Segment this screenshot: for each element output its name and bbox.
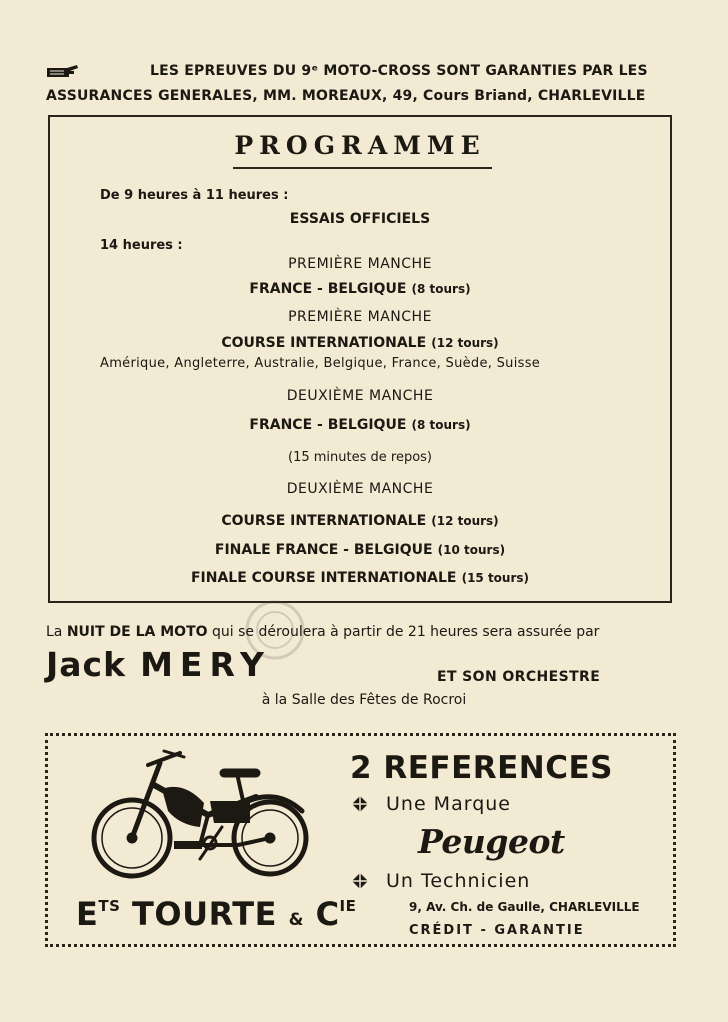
manche-1-tours: (8 tours): [411, 282, 471, 296]
insurance-line-2: ASSURANCES GENERALES, MM. MOREAUX, 49, Cours Briand, CHARLEVILLE: [46, 88, 646, 104]
finale-2-race-name: FINALE COURSE INTERNATIONALE: [190, 570, 457, 586]
finale-2: [48, 567, 672, 586]
repos: (15 minutes de repos): [288, 450, 432, 465]
manche-1-race: [48, 278, 672, 297]
finale-1-race-name: FINALE FRANCE - BELGIQUE: [214, 542, 433, 558]
diamond-bullet-icon: [352, 873, 368, 889]
band-first-name: Jack: [46, 645, 127, 684]
night-of-moto-text: [46, 624, 599, 640]
company-e: E: [76, 895, 99, 933]
manche-2-race: [48, 332, 672, 351]
manche-4-label: DEUXIÈME MANCHE: [286, 481, 434, 497]
orchestre-label: ET SON ORCHESTRE: [437, 669, 601, 685]
ad-headline: 2 REFERENCES: [350, 750, 614, 786]
company-ie: IE: [339, 897, 357, 915]
finale-1: [48, 539, 672, 558]
brand-logo: Peugeot: [418, 822, 565, 861]
manche-3-label: DEUXIÈME MANCHE: [286, 388, 434, 404]
countries-list: Amérique, Angleterre, Australie, Belgique, France, Suède, Suisse: [100, 356, 541, 371]
morning-time: De 9 heures à 11 heures :: [100, 188, 289, 203]
company-address: 9, Av. Ch. de Gaulle, CHARLEVILLE: [409, 900, 640, 914]
technicien-row: [352, 870, 530, 892]
night-suffix: qui se déroulera à partir de 21 heures sera assurée par: [207, 624, 600, 640]
manche-1-race-name: FRANCE - BELGIQUE: [249, 281, 407, 297]
night-title: NUIT DE LA MOTO: [66, 624, 208, 640]
company-c: C: [315, 895, 340, 933]
technicien-label: Un Technicien: [386, 870, 531, 892]
insurance-line-1: LES EPREUVES DU 9ᵉ MOTO-CROSS SONT GARANTIES PAR LES: [150, 63, 648, 79]
finale-2-tours: (15 tours): [461, 571, 530, 585]
night-prefix: La: [46, 624, 67, 640]
manche-4-race: [48, 510, 672, 529]
company-tourte: TOURTE: [132, 895, 277, 933]
afternoon-time: 14 heures :: [100, 238, 183, 253]
manche-3-race-name: FRANCE - BELGIQUE: [249, 417, 407, 433]
band-name: [46, 645, 271, 684]
manche-3-tours: (8 tours): [411, 418, 471, 432]
marque-row: [352, 793, 511, 815]
manche-2-tours: (12 tours): [431, 336, 499, 350]
finale-1-tours: (10 tours): [437, 543, 506, 557]
venue: à la Salle des Fêtes de Rocroi: [261, 692, 467, 708]
diamond-bullet-icon: [352, 796, 368, 812]
essais-officiels: ESSAIS OFFICIELS: [289, 211, 431, 227]
manche-2-race-name: COURSE INTERNATIONALE: [221, 335, 427, 351]
band-last-name: MERY: [140, 645, 271, 684]
manche-4-tours: (12 tours): [431, 514, 499, 528]
manche-3-race: [48, 414, 672, 433]
marque-label: Une Marque: [386, 793, 511, 815]
company-ts: TS: [98, 897, 121, 915]
manche-2-label: PREMIÈRE MANCHE: [288, 309, 432, 325]
programme-title: PROGRAMME: [234, 131, 486, 160]
pointing-hand-icon: [46, 63, 80, 79]
manche-1-label: PREMIÈRE MANCHE: [288, 256, 432, 272]
moped-icon: [88, 745, 314, 880]
company-amp: &: [288, 910, 304, 930]
company-name: [76, 895, 356, 933]
programme-title-underline: [233, 167, 492, 169]
credit-garantie: CRÉDIT - GARANTIE: [409, 923, 585, 938]
manche-4-race-name: COURSE INTERNATIONALE: [221, 513, 427, 529]
